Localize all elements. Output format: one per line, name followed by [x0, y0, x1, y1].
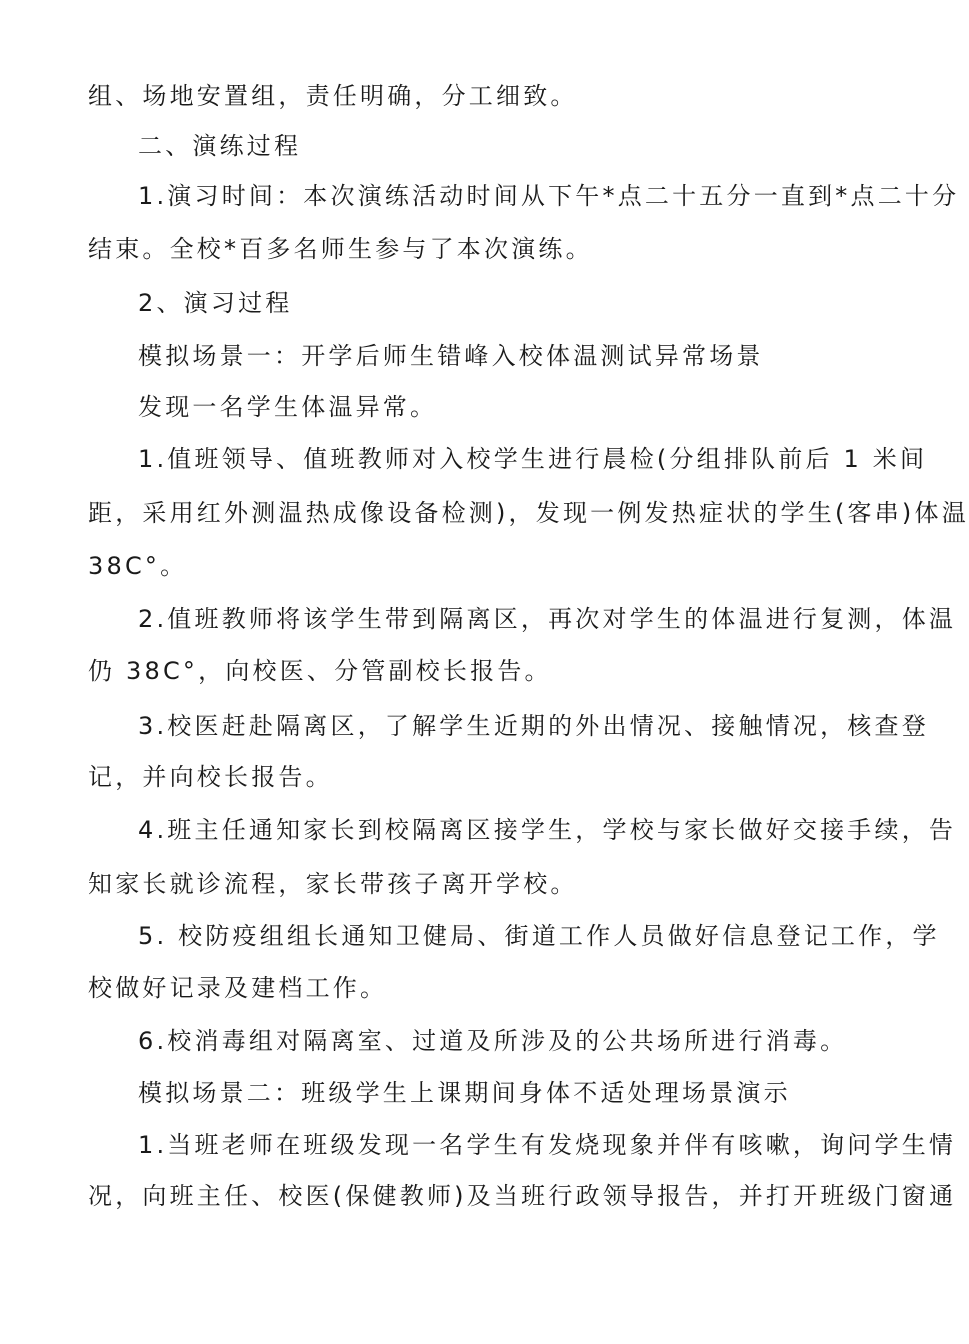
text-line: 3.校医赶赴隔离区，了解学生近期的外出情况、接触情况，核查登 — [138, 712, 929, 740]
text-line: 校做好记录及建档工作。 — [88, 974, 388, 1002]
subsection-heading: 2、演习过程 — [138, 289, 293, 317]
text-line: 4.班主任通知家长到校隔离区接学生，学校与家长做好交接手续，告 — [138, 816, 957, 844]
text-line: 6.校消毒组对隔离室、过道及所涉及的公共场所进行消毒。 — [138, 1027, 848, 1055]
text-line: 1.当班老师在班级发现一名学生有发烧现象并伴有咳嗽，询问学生情 — [138, 1131, 957, 1159]
text-line: 5. 校防疫组组长通知卫健局、街道工作人员做好信息登记工作，学 — [138, 922, 940, 950]
text-line: 1.演习时间：本次演练活动时间从下午*点二十五分一直到*点二十分 — [138, 182, 960, 210]
text-line: 组、场地安置组，责任明确，分工细致。 — [88, 82, 578, 110]
text-line: 况，向班主任、校医(保健教师)及当班行政领导报告，并打开班级门窗通 — [88, 1182, 957, 1210]
scenario-title: 模拟场景二：班级学生上课期间身体不适处理场景演示 — [138, 1079, 791, 1107]
text-line: 1.值班领导、值班教师对入校学生进行晨检(分组排队前后 1 米间 — [138, 445, 928, 473]
text-line: 发现一名学生体温异常。 — [138, 393, 438, 421]
text-line: 仍 38C°，向校医、分管副校长报告。 — [88, 657, 552, 685]
text-line: 知家长就诊流程，家长带孩子离开学校。 — [88, 870, 578, 898]
section-heading: 二、演练过程 — [138, 132, 302, 160]
text-line: 距，采用红外测温热成像设备检测)，发现一例发热症状的学生(客串)体温 — [88, 499, 969, 527]
text-line: 结束。全校*百多名师生参与了本次演练。 — [88, 235, 593, 263]
text-line: 38C°。 — [88, 552, 188, 580]
text-line: 记，并向校长报告。 — [88, 763, 333, 791]
text-line: 2.值班教师将该学生带到隔离区，再次对学生的体温进行复测，体温 — [138, 605, 957, 633]
scenario-title: 模拟场景一：开学后师生错峰入校体温测试异常场景 — [138, 342, 764, 370]
